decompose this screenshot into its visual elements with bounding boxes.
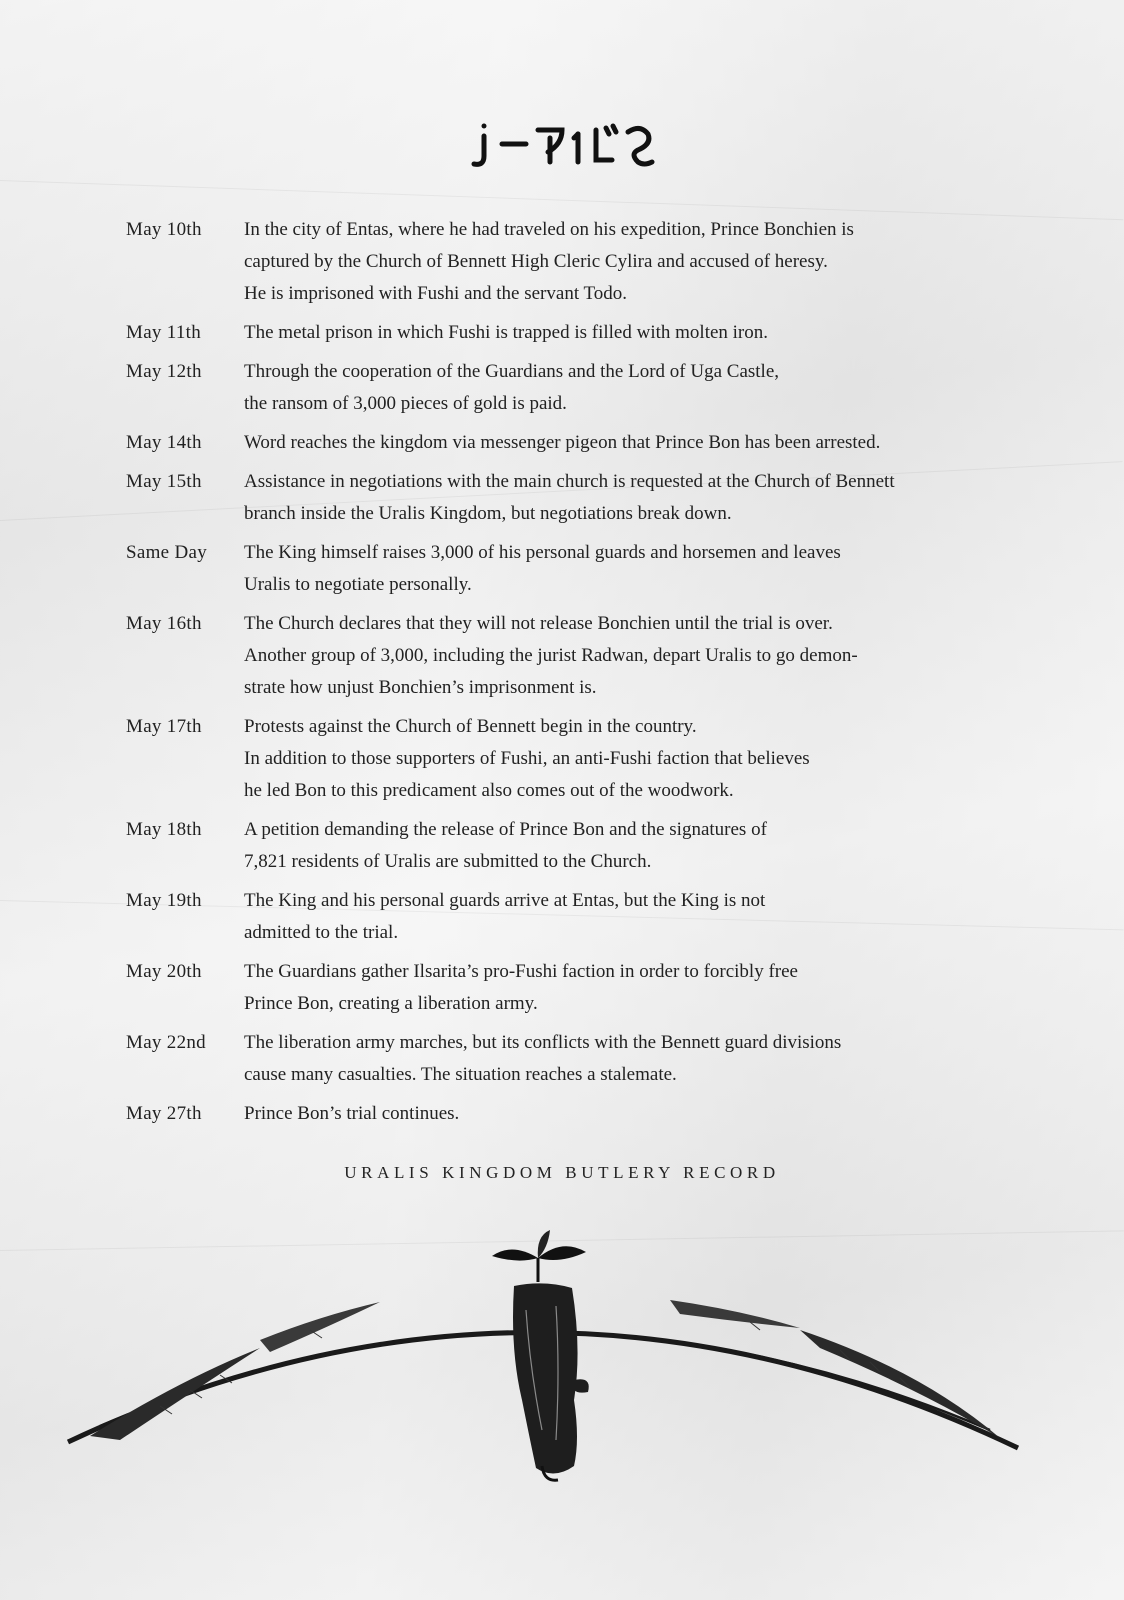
description-line: Word reaches the kingdom via messenger pigeon that Prince Bon has been arrested. <box>244 432 881 453</box>
entry-description <box>244 214 1004 310</box>
entry-date: May 18th <box>126 819 202 840</box>
description-line: In the city of Entas, where he had traveled on his expedition, Prince Bonchien is <box>244 219 854 240</box>
entry-description <box>244 814 1004 878</box>
description-line: Protests against the Church of Bennett begin in the country. <box>244 716 697 737</box>
description-line: The metal prison in which Fushi is trapped is filled with molten iron. <box>244 322 769 343</box>
timeline-entry <box>126 466 1006 530</box>
description-line: the ransom of 3,000 pieces of gold is paid. <box>244 393 567 414</box>
description-line: The King himself raises 3,000 of his personal guards and horsemen and leaves <box>244 542 841 563</box>
timeline-entry <box>126 317 1006 349</box>
description-line: A petition demanding the release of Prince Bon and the signatures of <box>244 819 767 840</box>
entry-description <box>244 608 1004 704</box>
description-line: captured by the Church of Bennett High Cleric Cylira and accused of heresy. <box>244 251 828 272</box>
planet-figure-illustration <box>60 1230 1050 1520</box>
description-line: admitted to the trial. <box>244 922 399 943</box>
description-line: He is imprisoned with Fushi and the servant Todo. <box>244 283 628 304</box>
entry-description <box>244 427 1004 459</box>
timeline-entry <box>126 956 1006 1020</box>
entry-description <box>244 956 1004 1020</box>
page-title <box>0 112 1124 176</box>
description-line: Prince Bon, creating a liberation army. <box>244 993 538 1014</box>
timeline-entry <box>126 1027 1006 1091</box>
entry-date: May 10th <box>126 219 202 240</box>
description-line: The Church declares that they will not release Bonchien until the trial is over. <box>244 613 833 634</box>
entry-date: Same Day <box>126 542 208 563</box>
description-line: The King and his personal guards arrive at Entas, but the King is not <box>244 890 766 911</box>
timeline-entry <box>126 1098 1006 1130</box>
entry-description <box>244 885 1004 949</box>
entry-date: May 16th <box>126 613 202 634</box>
description-line: 7,821 residents of Uralis are submitted to the Church. <box>244 851 652 872</box>
timeline-entry <box>126 608 1006 704</box>
entry-date: May 19th <box>126 890 202 911</box>
description-line: The liberation army marches, but its conflicts with the Bennett guard divisions <box>244 1032 842 1053</box>
entry-date: May 11th <box>126 322 202 343</box>
entry-description <box>244 711 1004 807</box>
timeline <box>126 214 1006 1137</box>
description-line: branch inside the Uralis Kingdom, but negotiations break down. <box>244 503 732 524</box>
timeline-entry <box>126 214 1006 310</box>
entry-date: May 14th <box>126 432 202 453</box>
entry-date: May 17th <box>126 716 202 737</box>
entry-description <box>244 1027 1004 1091</box>
entry-date: May 27th <box>126 1103 202 1124</box>
timeline-entry <box>126 711 1006 807</box>
entry-description <box>244 537 1004 601</box>
entry-date: May 15th <box>126 471 202 492</box>
entry-date: May 22nd <box>126 1032 206 1053</box>
description-line: Uralis to negotiate personally. <box>244 574 472 595</box>
description-line: cause many casualties. The situation reaches a stalemate. <box>244 1064 677 1085</box>
entry-date: May 20th <box>126 961 202 982</box>
record-label: URALIS KINGDOM BUTLERY RECORD <box>344 1163 780 1182</box>
description-line: Through the cooperation of the Guardians and the Lord of Uga Castle, <box>244 361 780 382</box>
timeline-entry <box>126 814 1006 878</box>
description-line: Assistance in negotiations with the main church is requested at the Church of Bennett <box>244 471 895 492</box>
timeline-entry <box>126 427 1006 459</box>
description-line: Another group of 3,000, including the jurist Radwan, depart Uralis to go demon- <box>244 645 858 666</box>
description-line: In addition to those supporters of Fushi, an anti-Fushi faction that believes <box>244 748 810 769</box>
entry-description <box>244 317 1004 349</box>
entry-description <box>244 466 1004 530</box>
description-line: The Guardians gather Ilsarita’s pro-Fushi faction in order to forcibly free <box>244 961 798 982</box>
timeline-entry <box>126 537 1006 601</box>
entry-description <box>244 356 1004 420</box>
title-glyph-lettering <box>462 112 662 176</box>
description-line: Prince Bon’s trial continues. <box>244 1103 460 1124</box>
entry-description <box>244 1098 1004 1130</box>
description-line: strate how unjust Bonchien’s imprisonment is. <box>244 677 597 698</box>
description-line: he led Bon to this predicament also comes out of the woodwork. <box>244 780 734 801</box>
timeline-entry <box>126 356 1006 420</box>
timeline-entry <box>126 885 1006 949</box>
entry-date: May 12th <box>126 361 202 382</box>
